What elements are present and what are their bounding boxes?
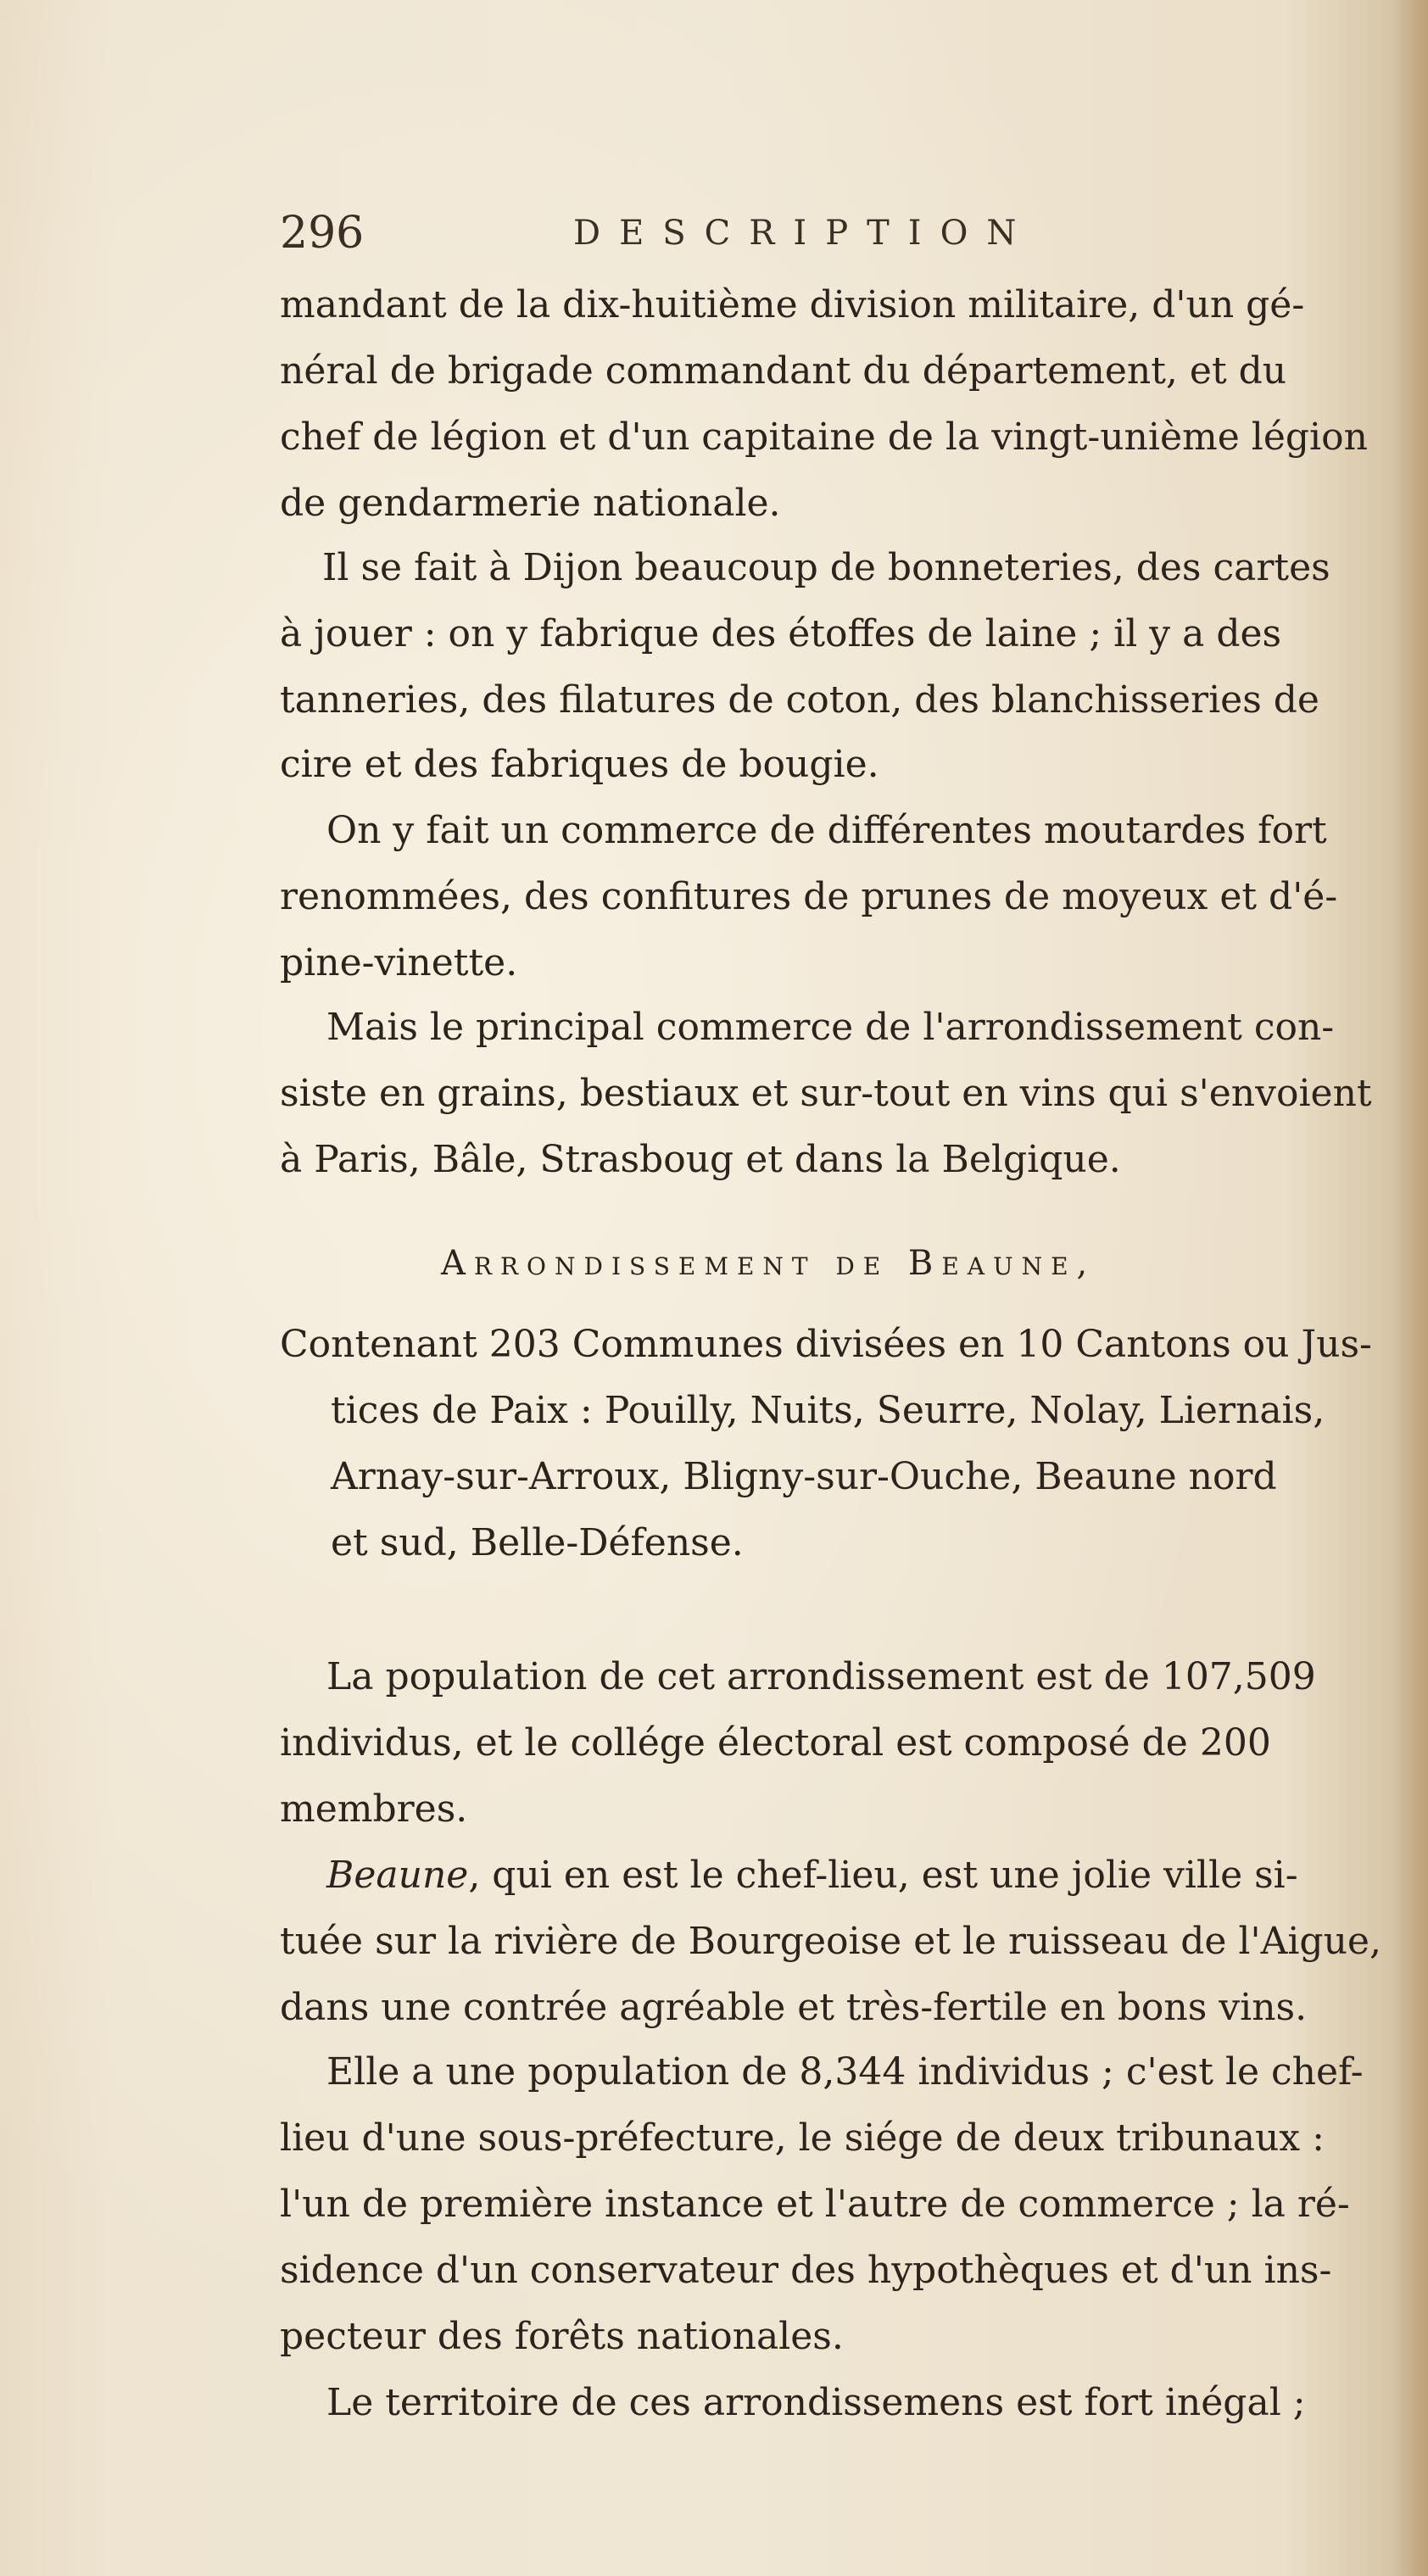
text-line: Elle a une population de 8,344 individus ; c'est le chef- — [326, 2050, 1364, 2094]
page-edge-shadow — [1394, 0, 1428, 2576]
text-line: Mais le principal commerce de l'arrondissement con- — [326, 1006, 1335, 1049]
text-line: sidence d'un conservateur des hypothèques et d'un ins- — [280, 2249, 1332, 2292]
text-line: à Paris, Bâle, Strasboug et dans la Belgique. — [280, 1138, 1121, 1181]
text-line: l'un de première instance et l'autre de commerce ; la ré- — [280, 2183, 1350, 2226]
text-line: La population de cet arrondissement est de 107,509 — [326, 1655, 1316, 1698]
running-title: DESCRIPTION — [573, 214, 1035, 253]
text-line: On y fait un commerce de différentes moutardes fort — [326, 809, 1327, 852]
running-header — [280, 204, 1128, 263]
text-line: tices de Paix : Pouilly, Nuits, Seurre, Nolay, Liernais, — [331, 1389, 1325, 1432]
text-line: individus, et le collége électoral est composé de 200 — [280, 1721, 1271, 1765]
text-line: de gendarmerie nationale. — [280, 482, 781, 525]
text-line: mandant de la dix-huitième division militaire, d'un gé- — [280, 283, 1305, 326]
text-line — [326, 1850, 1298, 1901]
text-line: siste en grains, bestiaux et sur-tout en vins qui s'envoient — [280, 1072, 1372, 1115]
text-line: Contenant 203 Communes divisées en 10 Cantons ou Jus- — [280, 1323, 1372, 1366]
text-line: tuée sur la rivière de Bourgeoise et le ruisseau de l'Aigue, — [280, 1920, 1381, 1963]
text-line: pecteur des forêts nationales. — [280, 2315, 844, 2358]
text-line: Il se fait à Dijon beaucoup de bonneteries, des cartes — [322, 546, 1330, 589]
page-number: 296 — [280, 208, 365, 259]
text-line: néral de brigade commandant du département, et du — [280, 349, 1287, 393]
text-line: lieu d'une sous-préfecture, le siége de deux tribunaux : — [280, 2116, 1325, 2160]
text-line: membres. — [280, 1787, 468, 1831]
beaune-line-rest: , qui en est le chef-lieu, est une jolie ville si- — [468, 1854, 1298, 1897]
text-line: chef de légion et d'un capitaine de la vingt-unième légion — [280, 415, 1368, 459]
text-line: à jouer : on y fabrique des étoffes de laine ; il y a des — [280, 612, 1282, 655]
text-line: Le territoire de ces arrondissemens est fort inégal ; — [326, 2381, 1306, 2424]
text-line: pine-vinette. — [280, 941, 518, 984]
beaune-name: Beaune — [326, 1854, 469, 1897]
text-line: dans une contrée agréable et très-fertile en bons vins. — [280, 1986, 1308, 2029]
text-line: et sud, Belle-Défense. — [331, 1521, 744, 1564]
section-heading: Arrondissement de Beaune, — [441, 1244, 1096, 1283]
text-line: Arnay-sur-Arroux, Bligny-sur-Ouche, Beaune nord — [331, 1455, 1277, 1498]
text-line: tanneries, des filatures de coton, des blanchisseries de — [280, 678, 1319, 722]
text-line: cire et des fabriques de bougie. — [280, 743, 879, 786]
text-line: renommées, des confitures de prunes de moyeux et d'é- — [280, 875, 1338, 918]
